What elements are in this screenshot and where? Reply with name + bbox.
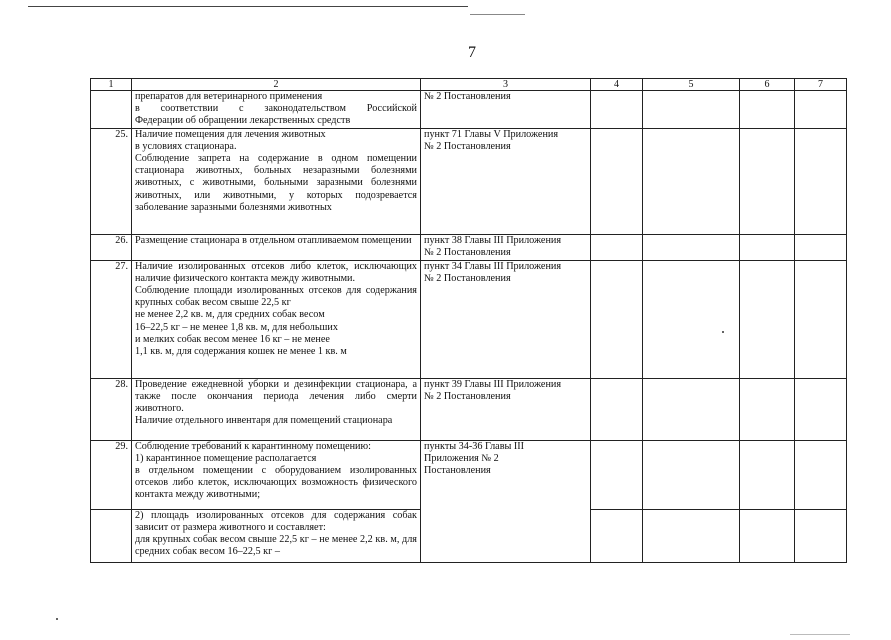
row-number: 28. <box>91 378 132 440</box>
table-row <box>91 440 847 509</box>
scan-artifact-line <box>470 14 525 15</box>
empty-cell <box>643 440 740 509</box>
header-cell: 3 <box>421 79 591 91</box>
reference-text: пункт 71 Главы V Приложения <box>424 128 559 140</box>
empty-cell <box>591 440 643 509</box>
requirement-text: Проведение ежедневной уборки и дезинфекции стационара, а также после окончания периода лечения либо смерти животного. <box>135 378 417 415</box>
empty-cell <box>740 378 795 440</box>
table-row <box>91 128 847 234</box>
page-number: 7 <box>468 44 476 61</box>
requirement-text: 1,1 кв. м, для содержания кошек не менее 1 кв. м <box>135 346 347 358</box>
reference-cell <box>421 128 591 234</box>
reference-cell <box>421 378 591 440</box>
table-row <box>91 91 847 129</box>
empty-cell <box>795 378 847 440</box>
reference-text: № 2 Постановления <box>424 272 511 284</box>
requirement-text: 16–22,5 кг – не менее 1,8 кв. м, для небольших <box>135 321 338 333</box>
empty-cell <box>740 509 795 562</box>
reference-cell <box>421 260 591 378</box>
requirement-text: препаратов для ветеринарного применения <box>135 91 323 102</box>
requirement-cell <box>132 509 421 562</box>
reference-cell <box>421 509 591 562</box>
scan-artifact-line <box>790 634 850 635</box>
reference-text: Приложения № 2 <box>424 452 499 464</box>
table-row <box>91 234 847 260</box>
empty-cell <box>740 91 795 129</box>
row-number <box>91 91 132 129</box>
requirement-text: Наличие помещения для лечения животных <box>135 128 326 140</box>
requirement-text: Наличие изолированных отсеков либо клеток, исключающих наличие физического контакта между животными. <box>135 260 417 284</box>
empty-cell <box>795 91 847 129</box>
reference-cell <box>421 91 591 129</box>
inspection-checklist-table <box>90 78 847 563</box>
empty-cell <box>740 260 795 378</box>
header-cell: 1 <box>91 79 132 91</box>
header-cell: 5 <box>643 79 740 91</box>
requirement-text: для крупных собак весом свыше 22,5 кг – не менее 2,2 кв. м, для средних собак весом 16–22,5 кг – <box>135 534 417 558</box>
requirement-text: в отдельном помещении с оборудованием изолированных отсеков либо клеток, исключающих возможность физического контакта между животными; <box>135 465 417 501</box>
requirement-cell <box>132 234 421 260</box>
requirement-cell <box>132 378 421 440</box>
reference-text: пункт 38 Главы III Приложения <box>424 234 562 246</box>
table-row <box>91 260 847 378</box>
reference-cell <box>421 440 591 509</box>
reference-text: пункт 39 Главы III Приложения <box>424 378 562 390</box>
header-cell: 2 <box>132 79 421 91</box>
empty-cell <box>643 91 740 129</box>
header-cell: 4 <box>591 79 643 91</box>
requirement-cell <box>132 260 421 378</box>
scan-speck <box>722 331 724 333</box>
requirement-text: Федерации об обращении лекарственных средств <box>135 115 351 127</box>
requirement-text: 2) площадь изолированных отсеков для содержания собак зависит от размера животного и составляет: <box>135 509 417 533</box>
requirement-text: в условиях стационара. <box>135 140 237 152</box>
table-row <box>91 378 847 440</box>
requirement-text: и мелких собак весом менее 16 кг – не менее <box>135 333 330 345</box>
empty-cell <box>591 234 643 260</box>
empty-cell <box>591 91 643 129</box>
empty-cell <box>643 378 740 440</box>
empty-cell <box>591 509 643 562</box>
empty-cell <box>591 128 643 234</box>
empty-cell <box>643 260 740 378</box>
empty-cell <box>643 128 740 234</box>
empty-cell <box>643 509 740 562</box>
header-row <box>91 79 847 91</box>
empty-cell <box>795 440 847 509</box>
scan-artifact-line <box>28 6 468 7</box>
requirement-text: Соблюдение запрета на содержание в одном помещении стационара животных, больных незаразными болезнями животных, с животными, больными заразными болезнями животных, или животными, у которых подозревается заболевание заразными болезнями животных <box>135 153 417 213</box>
empty-cell <box>795 234 847 260</box>
requirement-text: Наличие отдельного инвентаря для помещений стационара <box>135 415 393 427</box>
requirement-text: в соответствии с законодательством Российской <box>135 103 417 115</box>
reference-text: № 2 Постановления <box>424 140 511 152</box>
empty-cell <box>740 440 795 509</box>
empty-cell <box>795 260 847 378</box>
table-row <box>91 509 847 562</box>
reference-cell <box>421 234 591 260</box>
empty-cell <box>591 260 643 378</box>
requirement-text: 1) карантинное помещение располагается <box>135 452 317 464</box>
row-number: 25. <box>91 128 132 234</box>
reference-text: № 2 Постановления <box>424 246 511 258</box>
empty-cell <box>643 234 740 260</box>
empty-cell <box>795 509 847 562</box>
requirement-cell <box>132 128 421 234</box>
row-number: 27. <box>91 260 132 378</box>
empty-cell <box>591 378 643 440</box>
scan-speck <box>56 618 58 620</box>
requirement-text: Соблюдение площади изолированных отсеков для содержания крупных собак весом свыше 22,5 кг <box>135 285 417 309</box>
row-number: 29. <box>91 440 132 509</box>
requirement-text: не менее 2,2 кв. м, для средних собак весом <box>135 309 325 321</box>
reference-text: № 2 Постановления <box>424 390 511 402</box>
requirement-text: Соблюдение требований к карантинному помещению: <box>135 440 371 452</box>
header-cell: 7 <box>795 79 847 91</box>
reference-text: № 2 Постановления <box>424 91 511 102</box>
header-cell: 6 <box>740 79 795 91</box>
reference-text: пункты 34-36 Главы III <box>424 440 525 452</box>
reference-text: Постановления <box>424 465 491 477</box>
empty-cell <box>740 234 795 260</box>
empty-cell <box>795 128 847 234</box>
row-number: 26. <box>91 234 132 260</box>
requirement-cell <box>132 91 421 129</box>
row-number <box>91 509 132 562</box>
reference-text: пункт 34 Главы III Приложения <box>424 260 562 272</box>
empty-cell <box>740 128 795 234</box>
requirement-cell <box>132 440 421 509</box>
requirement-text: Размещение стационара в отдельном отапливаемом помещении <box>135 234 412 246</box>
